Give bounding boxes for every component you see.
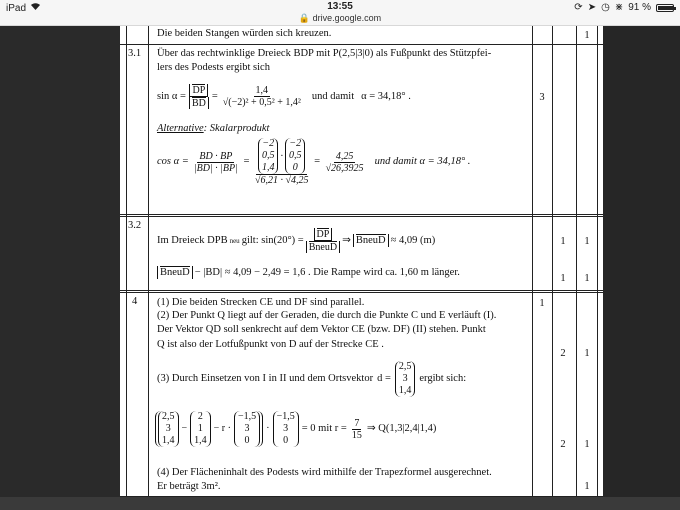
- column-vector: 2 1 1,4: [190, 411, 211, 447]
- text-line: lers des Podests ergibt sich: [157, 62, 270, 73]
- score-cell: 1: [584, 481, 590, 492]
- denominator: √26,3925: [325, 162, 364, 174]
- battery-fill: [658, 6, 673, 10]
- bracket-group: 2,5 3 1,4 − 2 1 1,4 − r · −1,5 3 0: [155, 411, 263, 447]
- lock-icon: 🔒: [298, 13, 311, 23]
- column-vector: −2 0,5 0: [285, 138, 306, 174]
- subscript: neu: [229, 236, 240, 245]
- table-border: [126, 26, 127, 497]
- fraction: [350, 418, 364, 441]
- denominator: √6,21 · √4,25: [254, 175, 309, 186]
- fraction: [192, 151, 240, 174]
- vector-bneu-d: BneuD: [308, 242, 338, 253]
- row-divider: [120, 292, 603, 293]
- backdrop-right: [603, 26, 680, 510]
- formula-sin: [157, 84, 411, 109]
- text-line: (2) Der Punkt Q liegt auf der Geraden, die durch die Punkte C und E verläuft (I).: [157, 310, 497, 321]
- device-name: iPad: [6, 2, 27, 14]
- text-line: Über das rechtwinklige Dreieck BDP mit P(2,5|3|0) als Fußpunkt des Stützpfei-: [157, 48, 492, 59]
- task-number: 3.1: [128, 48, 142, 59]
- formula-lot: 2,5 3 1,4 − 2 1 1,4 − r · −1,5 3 0 · −1,5 3 0 = 0 mit r = $\frac{7}{15}$ ⇒ Q(1,3|2,4|1,4): [155, 411, 436, 447]
- score-cell: 1: [584, 273, 590, 284]
- result: ≈ 4,09 (m): [390, 234, 436, 246]
- text-line: Der Vektor QD soll senkrecht auf dem Vektor CE (bzw. DF) (II) stehen. Punkt: [157, 324, 486, 335]
- text-fragment: − |BD| ≈ 4,09 − 2,49 = 1,6 . Die Rampe wird ca. 1,60 m länger.: [194, 266, 460, 278]
- row-divider: [120, 214, 603, 215]
- column-vector: −1,5 3 0: [273, 411, 299, 447]
- bluetooth-icon: ⋇: [614, 2, 624, 13]
- url-text: drive.google.com: [312, 13, 382, 23]
- score-cell: 1: [584, 439, 590, 450]
- fraction: [324, 151, 366, 174]
- column-vector: 2,5 3 1,4: [395, 361, 416, 397]
- vector-dp: DP: [192, 85, 206, 96]
- scroll-region[interactable]: [0, 497, 680, 510]
- text-fragment: ergibt sich:: [419, 373, 467, 384]
- text-line: Die beiden Stangen würden sich kreuzen.: [157, 28, 332, 39]
- vector-dp: DP: [316, 229, 330, 240]
- rotation-lock-icon: ⟳: [574, 2, 583, 13]
- row-divider: [120, 44, 603, 45]
- text-fragment: Im Dreieck DPB: [157, 234, 228, 246]
- fraction: [306, 228, 340, 253]
- result: und damit α = 34,18° .: [374, 156, 471, 167]
- fraction: [189, 84, 209, 109]
- battery-icon: [656, 4, 674, 12]
- row-divider: [120, 216, 603, 217]
- denominator: √(−2)² + 0,5² + 1,4²: [222, 97, 301, 108]
- formula-32: [157, 228, 435, 253]
- numerator: 1,4: [255, 85, 269, 96]
- numerator: 7: [354, 417, 360, 429]
- formula-label: sin α =: [157, 90, 186, 102]
- text-line: [157, 266, 460, 279]
- column-vector: −2 0,5 1,4: [258, 138, 279, 174]
- score-cell: 3: [539, 92, 545, 103]
- backdrop-left: [0, 26, 120, 510]
- text-line: Q ist also der Lotfußpunkt von D auf der Strecke CE .: [157, 339, 384, 350]
- result: ⇒ Q(1,3|2,4|1,4): [366, 423, 437, 434]
- column-vector: −1,5 3 0: [234, 411, 260, 447]
- denominator: 15: [351, 429, 362, 441]
- clock: 13:55: [327, 1, 353, 12]
- text-line: (1) Die beiden Strecken CE und DF sind parallel.: [157, 297, 365, 308]
- score-cell: 2: [560, 348, 566, 359]
- column-vector: 2,5 3 1,4: [158, 411, 179, 447]
- score-cell: 1: [560, 236, 566, 247]
- text-fragment: und damit: [311, 90, 355, 102]
- address-bar[interactable]: [0, 13, 680, 24]
- row-divider: [120, 290, 603, 291]
- alt-label: Alternative: [157, 123, 204, 134]
- task-number: 4: [132, 296, 138, 307]
- task-number: 3.2: [128, 220, 142, 231]
- score-cell: 1: [560, 273, 566, 284]
- alarm-icon: ◷: [601, 2, 610, 13]
- formula-cos: cos α = $\frac{BD \cdot BP}{|BD| \cdot |BP|}$ = −2 0,5 1,4 · −2 0,5 0 √6,21 · √4,25 = $\frac{4,25}{√26,3925}$ und damit α = 34,18° .: [157, 138, 471, 186]
- document-page[interactable]: [120, 26, 603, 497]
- table-border: [552, 26, 553, 497]
- fraction: [221, 85, 303, 108]
- result: α = 34,18° .: [361, 90, 411, 102]
- fraction: −2 0,5 1,4 · −2 0,5 0 √6,21 · √4,25: [254, 138, 309, 186]
- table-border: [532, 26, 533, 497]
- score-cell: 2: [560, 439, 566, 450]
- vector-bd: BD: [191, 98, 206, 109]
- vector-bneu-d: BneuD: [355, 235, 386, 246]
- vector-bneu-d: BneuD: [160, 267, 190, 278]
- alt-rest: : Skalarprodukt: [203, 123, 270, 134]
- operator: − r ·: [213, 423, 231, 434]
- text-fragment: gilt: sin(20°) =: [241, 234, 304, 246]
- text-fragment: = 0 mit r =: [301, 423, 347, 434]
- table-border: [148, 26, 149, 497]
- table-border: [597, 26, 598, 497]
- location-icon: ➤: [587, 2, 597, 13]
- vector-label: d =: [377, 373, 391, 384]
- text-fragment: (3) Durch Einsetzen von I in II und dem Ortsvektor: [157, 373, 374, 384]
- battery-percent: 91 %: [628, 2, 651, 13]
- denominator: |BD| · |BP|: [193, 162, 238, 174]
- table-border: [576, 26, 577, 497]
- formula-ortsvektor: [157, 361, 466, 397]
- alternative-heading: [157, 123, 269, 135]
- score-cell: 1: [584, 348, 590, 359]
- implies-arrow: ⇒: [342, 234, 351, 246]
- score-cell: 1: [539, 298, 545, 309]
- text-line: Er beträgt 3m².: [157, 481, 221, 492]
- text-line: (4) Der Flächeninhalt des Podests wird mithilfe der Trapezformel ausgerechnet.: [157, 467, 492, 478]
- status-bar: [0, 0, 680, 26]
- numerator: 4,25: [335, 150, 354, 162]
- numerator: BD · BP: [199, 150, 233, 162]
- score-cell: 1: [584, 236, 590, 247]
- score-cell: 1: [584, 30, 590, 41]
- equals-sign: =: [211, 90, 218, 102]
- formula-label: cos α =: [157, 156, 189, 167]
